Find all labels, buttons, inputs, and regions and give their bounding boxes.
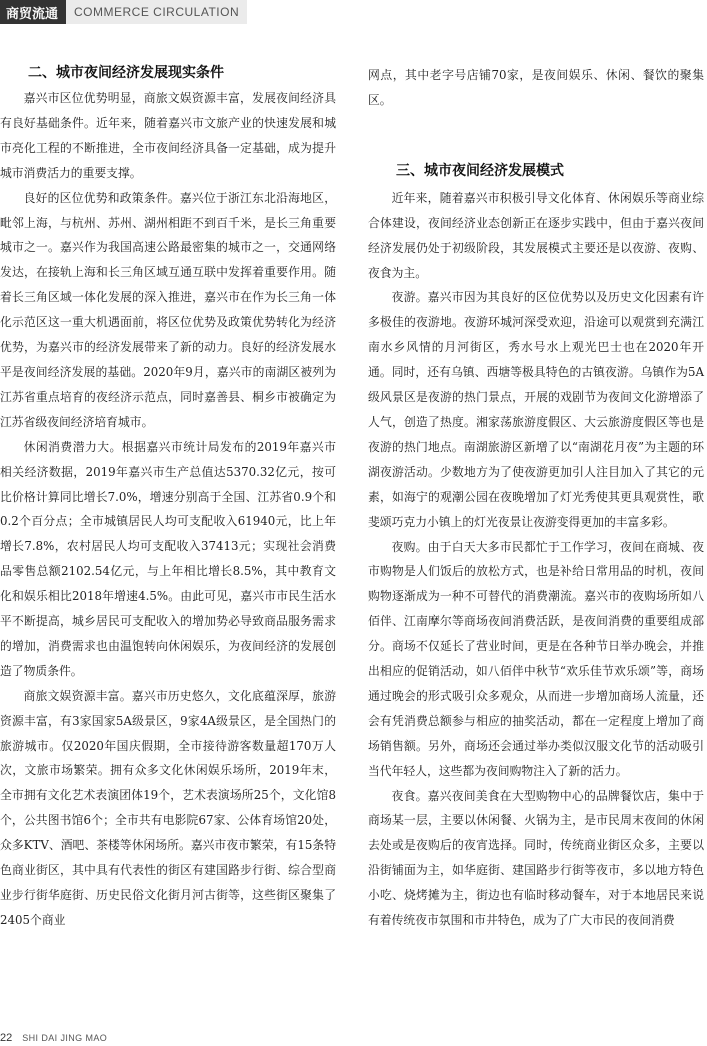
body-paragraph: 夜游。嘉兴市因为其良好的区位优势以及历史文化因素有许多极佳的夜游地。夜游环城河深受欢迎，沿途可以观赏到充满江南水乡风情的月河街区，秀水号水上观光巴士也在2020年开通。同时，还有乌镇、西塘等极具特色的古镇夜游。乌镇作为5A级风景区是夜游的热门景点，开展的戏剧节为夜间文化游增添了人气，创造了热度。湘家荡旅游度假区、大云旅游度假区等也是夜游的热门地点。南湖旅游区新增了以“南湖花月夜”为主题的环湖夜游活动。少数地方为了使夜游更加引人注目加入了其它的元素，如海宁的观潮公园在夜晚增加了灯光秀使其更具观赏性，歌斐颂巧克力小镇上的灯光夜景让夜游变得更加的丰富多彩。 [368, 290, 704, 529]
page-number: 22 [0, 1032, 13, 1044]
right-column [368, 63, 704, 933]
body-paragraph: 良好的区位优势和政策条件。嘉兴位于浙江东北沿海地区，毗邻上海，与杭州、苏州、湖州相距不到百千米，是长三角重要城市之一。嘉兴作为我国高速公路最密集的城市之一，交通网络发达，在接轨上海和长三角区域互通互联中发挥着重要作用。随着长三角区域一体化发展的深入推进，嘉兴市在作为长三角一体化示范区这一重大机遇面前，将区位优势及政策优势转化为经济优势，为嘉兴市的经济发展带来了新的动力。良好的经济发展水平是夜间经济发展的基础。2020年9月，嘉兴市的南湖区被列为江苏省重点培育的夜经济示范点，同时嘉善县、桐乡市被确定为江苏省级夜间经济培育城市。 [0, 190, 336, 429]
section-heading-models: 三、城市夜间经济发展模式 [396, 162, 564, 179]
journal-name: SHI DAI JING MAO [22, 1033, 108, 1043]
left-column [0, 60, 336, 933]
body-paragraph: 嘉兴市区位优势明显，商旅文娱资源丰富，发展夜间经济具有良好基础条件。近年来，随着嘉兴市文旅产业的快速发展和城市亮化工程的不断推进，全市夜间经济具备一定基础，成为提升城市消费活力的重要支撑。 [0, 91, 336, 180]
body-paragraph: 近年来，随着嘉兴市积极引导文化体育、休闲娱乐等商业综合体建设，夜间经济业态创新正在逐步实践中，但由于嘉兴夜间经济发展仍处于初级阶段，其发展模式主要还是以夜游、夜购、夜食为主。 [368, 190, 704, 280]
body-paragraph: 休闲消费潜力大。根据嘉兴市统计局发布的2019年嘉兴市相关经济数据，2019年嘉兴市生产总值达5370.32亿元，按可比价格计算同比增长7.0%，增速分别高于全国、江苏省0.9个和0.2个百分点；全市城镇居民人均可支配收入61940元，比上年增长7.8%，农村居民人均可支配收入37413元；实现社会消费品零售总额2102.54亿元，与上年相比增长8.5%，其中教育文化和娱乐相比2018年增速4.5%。由此可见，嘉兴市市民生活水平不断提高，城乡居民可支配收入的增加势必导致商品服务需求的增加，消费需求也由温饱转向休闲娱乐，为夜间经济的发展创造了物质条件。 [0, 439, 336, 678]
body-paragraph: 商旅文娱资源丰富。嘉兴市历史悠久，文化底蕴深厚，旅游资源丰富，有3家国家5A级景区，9家4A级景区，是全国热门的旅游城市。仅2020年国庆假期，全市接待游客数量超170万人次，文旅市场繁荣。拥有众多文化休闲娱乐场所，2019年末，全市拥有文化艺术表演团体19个，艺术表演场所25个，文化馆8个，公共图书馆6个；全市共有电影院67家、公体育场馆20处，众多KTV、酒吧、茶楼等休闲场所。嘉兴市夜市繁荣，有15条特色商业街区，其中具有代表性的街区有建国路步行街、综合型商业步行街华庭街、历史民俗文化街月河古街等，这些街区聚集了2405个商业 [0, 688, 336, 927]
body-paragraph: 夜食。嘉兴夜间美食在大型购物中心的品牌餐饮店，集中于商场某一层，主要以休闲餐、火锅为主，是市民周末夜间的休闲去处或是夜购后的夜宵选择。同时，传统商业街区众多，主要以沿街铺面为主，如华庭街、建国路步行街等夜市，多以地方特色小吃、烧烤摊为主，街边也有临时移动餐车，对于本地居民来说有着传统夜市氛围和市井特色，成为了广大市民的夜间消费 [368, 788, 704, 928]
section-label-en: COMMERCE CIRCULATION [66, 0, 247, 24]
body-paragraph: 夜购。由于白天大多市民都忙于工作学习，夜间在商城、夜市购物是人们饭后的放松方式，也是补给日常用品的时机，夜间购物逐渐成为一种不可替代的消费潮流。嘉兴市的夜购场所如八佰伴、江南摩尔等商场夜间消费活跃，是夜间消费的重要组成部分。商场不仅延长了营业时间，更是在各种节日举办晚会，并推出相应的促销活动，如八佰伴中秋节“欢乐佳节欢乐颂”等，商场通过晚会的形式吸引众多观众，从而进一步增加商场人流量，还会有凭消费总额参与相应的抽奖活动，都在一定程度上增加了商场销售额。另外，商场还会通过举办类似汉服文化节的活动吸引当代年轻人，这些都为夜间购物注入了新的活力。 [368, 539, 704, 778]
page-footer [0, 1030, 107, 1046]
section-label-zh: 商贸流通 [0, 0, 66, 24]
section-header [0, 0, 700, 24]
body-paragraph-continuation: 网点，其中老字号店铺70家，是夜间娱乐、休闲、餐饮的聚集区。 [368, 68, 704, 107]
section-heading-conditions: 二、城市夜间经济发展现实条件 [28, 65, 224, 81]
